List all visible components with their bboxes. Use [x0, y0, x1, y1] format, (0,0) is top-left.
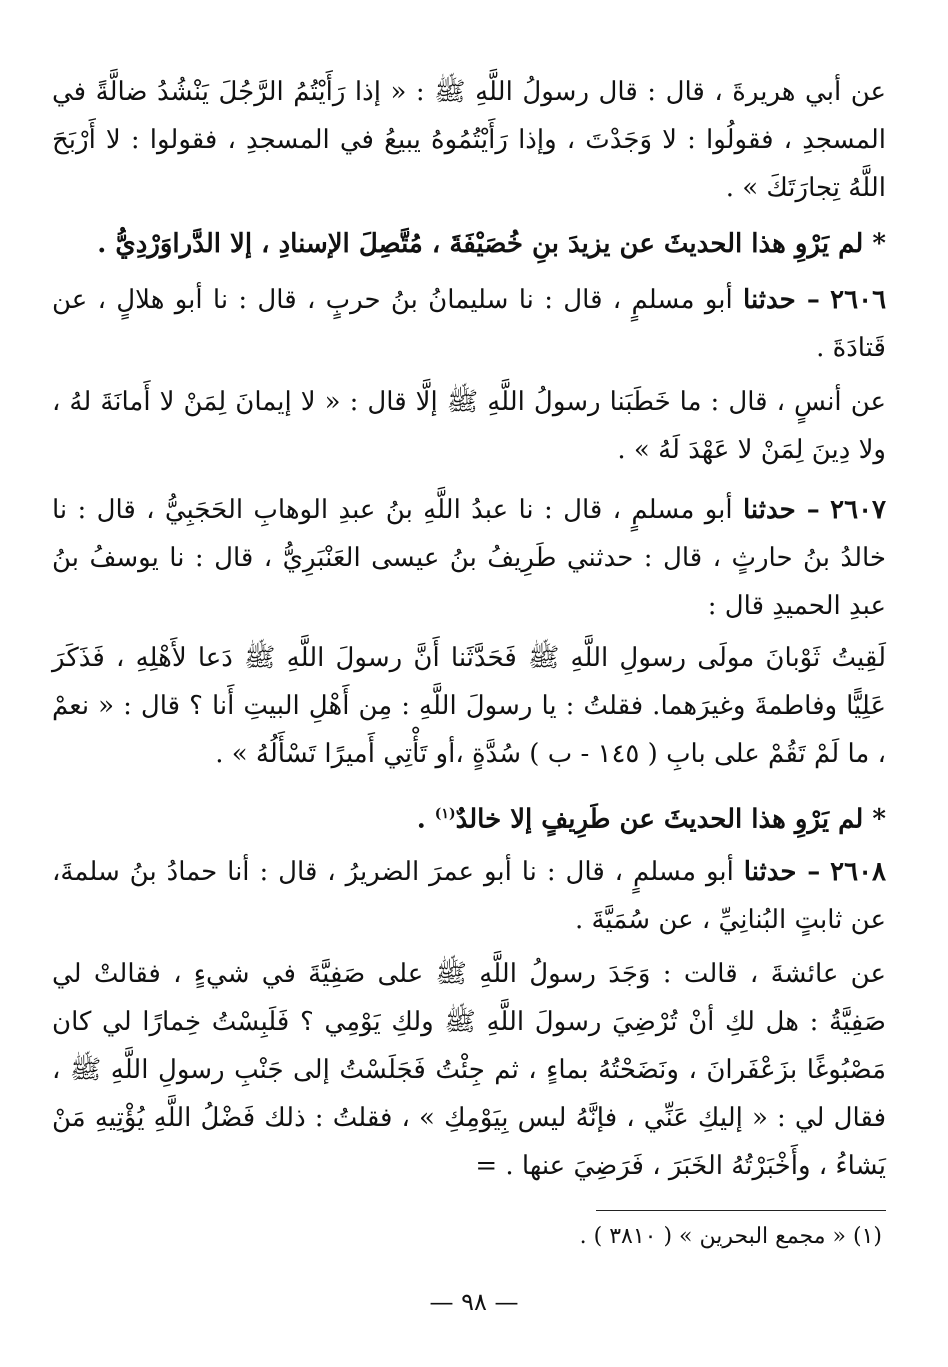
hadith-number: ٢٦٠٦ — [830, 285, 887, 315]
paragraph-tail: . — [416, 804, 435, 835]
note-1 — [52, 220, 886, 268]
hadith-2606-matn — [52, 378, 886, 474]
paragraph-text: أبو مسلمٍ ، قال : نا أبو عمرَ الضريرُ ، قال : أنا حمادُ بنُ سلمةَ، عن ثابتٍ البُنانِيِّ ، عن سُمَيَّةَ . — [52, 857, 886, 935]
paragraph-text: * لم يَرْوِ هذا الحديثَ عن يزيدَ بنِ خُصَيْفَةَ ، مُتَّصِلَ الإسنادِ ، إلا الدَّراوَرْدِيُّ . — [97, 229, 886, 259]
hadith-2606-isnad: ٢٦٠٦ – حدثنا أبو مسلمٍ ، قال : نا سليمانُ بنُ حربٍ ، قال : نا أبو هلالٍ ، عن قَتادَةَ . — [52, 285, 887, 363]
paragraph-text: عن أبي هريرةَ ، قال : قال رسولُ اللَّهِ ﷺ : « إذا رَأَيْتُمُ الرَّجُلَ يَنْشُدُ ضالَّةً في المسجدِ ، فقولُوا : لا وَجَدْتَ ، وإذا رَأَيْتُمُوهُ يبيعُ في المسجدِ ، فقولوا : لا أَرْبَحَ اللَّهُ تِجارَتَكَ » . — [52, 77, 886, 203]
hadith-number: ٢٦٠٧ — [830, 495, 887, 525]
footnote: (١) « مجمع البحرين » ( ٣٨١٠ ) . — [579, 1224, 882, 1249]
hadith-2608-isnad: ٢٦٠٨ – حدثنا أبو مسلمٍ ، قال : نا أبو عمرَ الضريرُ ، قال : أنا حمادُ بنُ سلمةَ، عن ثابتٍ البُنانِيِّ ، عن سُمَيَّةَ . — [52, 857, 886, 935]
paragraph-text: أبو مسلمٍ ، قال : نا سليمانُ بنُ حربٍ ، قال : نا أبو هلالٍ ، عن قَتادَةَ . — [52, 285, 886, 363]
hadith-2608-matn — [52, 950, 886, 1190]
hadith-2607-matn — [52, 634, 886, 778]
footnote-ref: (١) — [434, 806, 456, 822]
paragraph-text: * لم يَرْوِ هذا الحديثَ عن طَرِيفٍ إلا خالدٌ — [455, 804, 886, 835]
note-2 — [52, 790, 886, 844]
paragraph-text: عن عائشةَ ، قالت : وَجَدَ رسولُ اللَّهِ ﷺ على صَفِيَّةَ في شيءٍ ، فقالتْ لي صَفِيَّةُ : هل لكِ أنْ تُرْضِيَ رسولَ اللَّهِ ﷺ ولكِ يَوْمِي ؟ فَلَبِسْتُ خِمارًا لي كان مَصْبُوغًا بزَعْفَرانَ ، ونَضَحْتُهُ بماءٍ ، ثم جِئْتُ فَجَلَسْتُ إلى جَنْبِ رسولِ اللَّهِ ﷺ ، فقال لي : « إليكِ عَنِّي ، فإنَّهُ ليس بِيَوْمِكِ » ، فقلتُ : ذلك فَضْلُ اللَّهِ يُؤْتِيهِ مَنْ يَشاءُ ، وأَخْبَرْتُهُ الخَبَرَ ، فَرَضِيَ عنها . = — [52, 959, 886, 1181]
page-number: — ٩٨ — — [429, 1288, 519, 1316]
hadith-lead: حدثنا — [743, 857, 797, 887]
paragraph-text: عن أنسٍ ، قال : ما خَطَبَنا رسولُ اللَّهِ ﷺ إلَّا قال : « لا إيمانَ لِمَنْ لا أَمانَةَ لهُ ، ولا دِينَ لِمَنْ لا عَهْدَ لَهُ » . — [52, 387, 887, 465]
hadith-lead: حدثنا — [743, 285, 796, 315]
hadith-number: ٢٦٠٨ — [830, 857, 886, 887]
hadith-2607-isnad: ٢٦٠٧ – حدثنا أبو مسلمٍ ، قال : نا عبدُ اللَّهِ بنُ عبدِ الوهابِ الحَجَبِيُّ ، قال : نا خالدُ بنُ حارثٍ ، قال : حدثني طَرِيفُ بنُ عيسى العَنْبَرِيُّ ، قال : نا يوسفُ بنُ عبدِ الحميدِ قال : — [52, 495, 887, 621]
hadith-lead: حدثنا — [742, 495, 796, 525]
paragraph-text: لَقِيتُ ثَوْبانَ مولَى رسولِ اللَّهِ ﷺ فَحَدَّثَنا أَنَّ رسولَ اللَّهِ ﷺ دَعا لأَهْلِهِ ، فَذَكَرَ عَلِيًّا وفاطمةَ وغيرَهما. فقلتُ : يا رسولَ اللَّهِ : مِن أَهْلِ البيتِ أَنا ؟ قال : « نعمْ ، ما لَمْ تَقُمْ على بابِ ( ١٤٥ - ب ) سُدَّةٍ ،أو تَأْتِي أَميرًا تَسْأَلُهُ » . — [52, 643, 886, 769]
paragraph-text: أبو مسلمٍ ، قال : نا عبدُ اللَّهِ بنُ عبدِ الوهابِ الحَجَبِيُّ ، قال : نا خالدُ بنُ حارثٍ ، قال : حدثني طَرِيفُ بنُ عيسى العَنْبَرِيُّ ، قال : نا يوسفُ بنُ عبدِ الحميدِ قال : — [52, 495, 886, 621]
hadith-text-1 — [52, 68, 886, 212]
footnote-divider — [596, 1210, 886, 1211]
